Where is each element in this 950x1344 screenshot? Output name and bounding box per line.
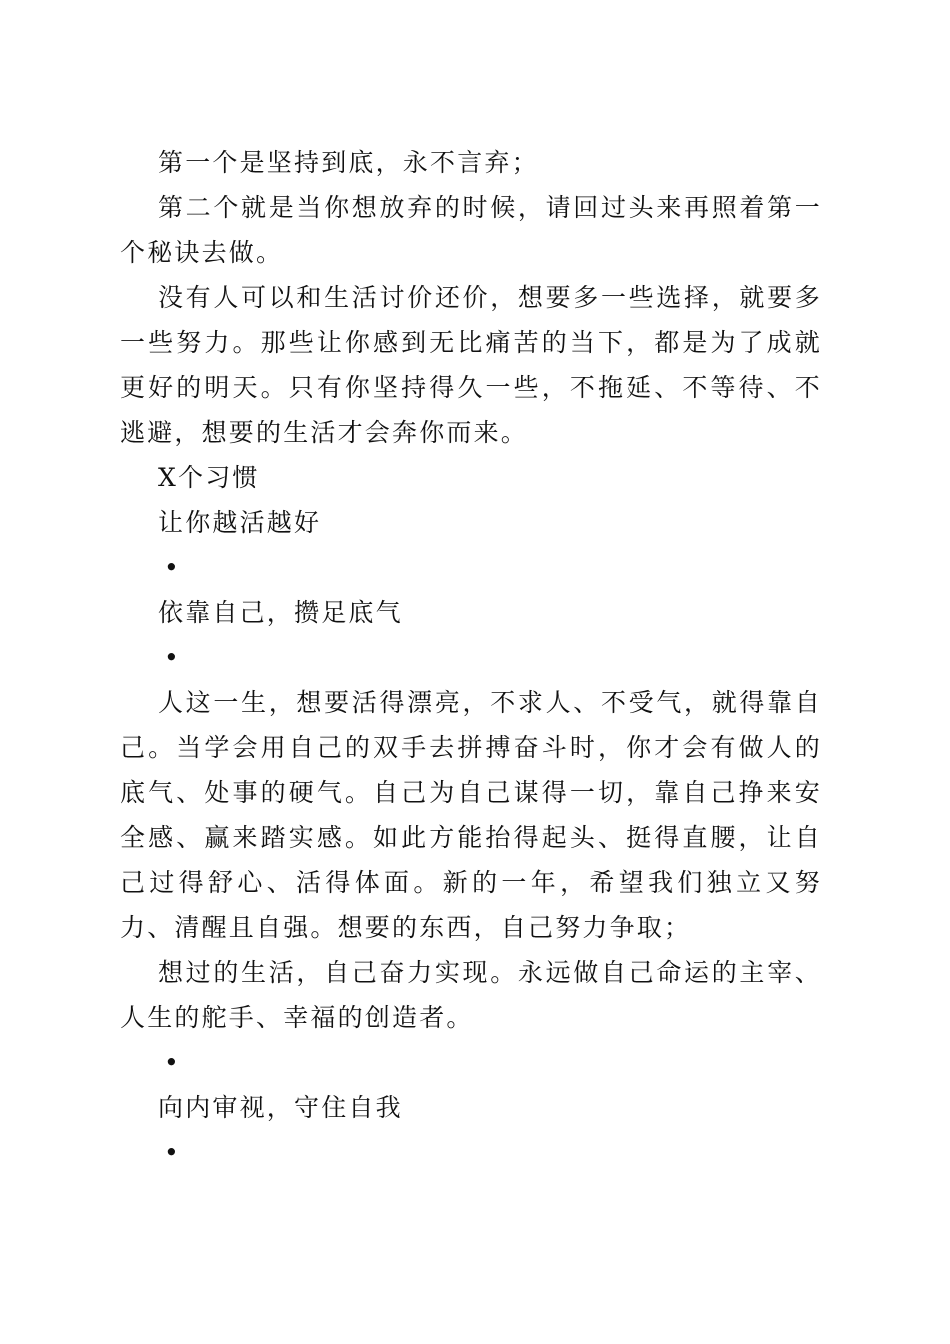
paragraph-persist: 第一个是坚持到底，永不言弃； <box>158 148 539 177</box>
paragraph-desired-life: 想过的生活，自己奋力实现。永远做自己命运的主宰、人生的舵手、幸福的创造者。 <box>120 958 822 1032</box>
bullet-dot: • <box>164 1138 179 1167</box>
bullet-dot: • <box>164 1048 179 1077</box>
section-title-rely-on-self: 依靠自己，攒足底气 <box>158 598 403 627</box>
paragraph-second-secret: 第二个就是当你想放弃的时候，请回过头来再照着第一个秘诀去做。 <box>120 193 822 267</box>
paragraph-rely-on-self: 人这一生，想要活得漂亮，不求人、不受气，就得靠自己。当学会用自己的双手去拼搏奋斗时，你才会有做人的底气、处事的硬气。自己为自己谋得一切，靠自己挣来安全感、赢来踏实感。如此方能抬得起头、挺得直腰，让自己过得舒心、活得体面。新的一年，希望我们独立又努力、清醒且自强。想要的东西，自己努力争取； <box>120 688 822 942</box>
heading-habits: X个习惯 <box>158 463 260 492</box>
document-page <box>120 140 822 1175</box>
bullet-dot: • <box>164 643 179 672</box>
paragraph-no-bargain: 没有人可以和生活讨价还价，想要多一些选择，就要多一些努力。那些让你感到无比痛苦的当下，都是为了成就更好的明天。只有你坚持得久一些，不拖延、不等待、不逃避，想要的生活才会奔你而来。 <box>120 283 822 447</box>
bullet-dot: • <box>164 553 179 582</box>
heading-better-life: 让你越活越好 <box>158 508 322 537</box>
section-title-look-inward: 向内审视，守住自我 <box>158 1093 403 1122</box>
